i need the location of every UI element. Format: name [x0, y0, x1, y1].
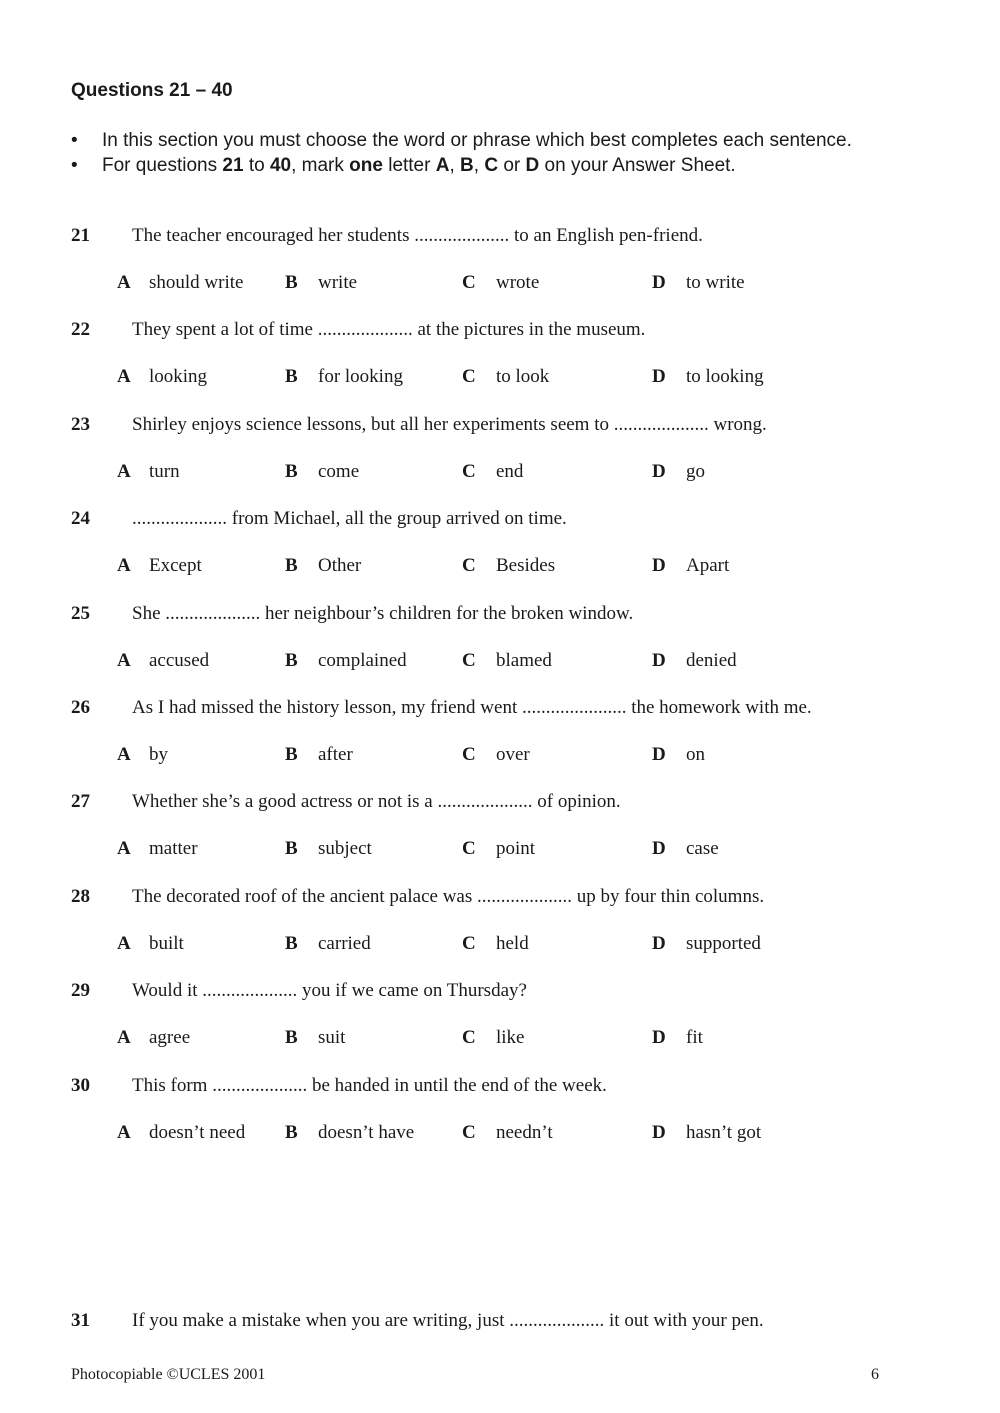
- option-letter: C: [462, 933, 476, 954]
- question-text: Whether she’s a good actress or not is a .................... of opinion.: [132, 791, 621, 812]
- option-text: doesn’t have: [318, 1122, 415, 1143]
- option-text: Apart: [686, 555, 730, 576]
- option-letter: B: [285, 272, 298, 293]
- question-number: 30: [71, 1075, 90, 1096]
- option-letter: D: [652, 1027, 666, 1048]
- question-number: 21: [71, 225, 90, 246]
- option-letter: C: [462, 650, 476, 671]
- option-text: denied: [686, 650, 737, 671]
- option-letter: D: [652, 744, 666, 765]
- option-letter: B: [285, 650, 298, 671]
- option-text: matter: [149, 838, 198, 859]
- option-text: should write: [149, 272, 244, 293]
- option-text: agree: [149, 1027, 191, 1048]
- option-letter: D: [652, 366, 666, 387]
- option-text: built: [149, 933, 184, 954]
- option-text: point: [496, 838, 536, 859]
- option-letter: C: [462, 366, 476, 387]
- question-number: 29: [71, 980, 90, 1001]
- option-text: carried: [318, 933, 371, 954]
- bullet: •: [71, 155, 78, 176]
- option-letter: D: [652, 555, 666, 576]
- option-letter: D: [652, 838, 666, 859]
- option-letter: A: [117, 933, 131, 954]
- question-number: 26: [71, 697, 90, 718]
- question-number: 27: [71, 791, 90, 812]
- option-text: hasn’t got: [686, 1122, 762, 1143]
- section-heading: Questions 21 – 40: [71, 80, 233, 101]
- option-text: doesn’t need: [149, 1122, 246, 1143]
- option-letter: A: [117, 555, 131, 576]
- option-letter: A: [117, 272, 131, 293]
- question-text: This form .................... be handed in until the end of the week.: [132, 1075, 607, 1096]
- option-letter: D: [652, 461, 666, 482]
- question-text: As I had missed the history lesson, my friend went ...................... the homework with me.: [132, 697, 812, 718]
- option-text: go: [686, 461, 705, 482]
- question-number: 24: [71, 508, 90, 529]
- option-text: needn’t: [496, 1122, 553, 1143]
- option-text: on: [686, 744, 705, 765]
- option-letter: A: [117, 650, 131, 671]
- option-text: Except: [149, 555, 202, 576]
- option-letter: A: [117, 838, 131, 859]
- option-text: Other: [318, 555, 362, 576]
- option-text: held: [496, 933, 529, 954]
- option-letter: A: [117, 1122, 131, 1143]
- option-text: for looking: [318, 366, 403, 387]
- option-letter: C: [462, 838, 476, 859]
- question-text: The decorated roof of the ancient palace was .................... up by four thin columns.: [132, 886, 765, 907]
- option-text: suit: [318, 1027, 346, 1048]
- option-letter: B: [285, 555, 298, 576]
- option-letter: A: [117, 744, 131, 765]
- option-text: like: [496, 1027, 525, 1048]
- option-text: write: [318, 272, 358, 293]
- option-text: case: [686, 838, 719, 859]
- option-letter: A: [117, 1027, 131, 1048]
- option-letter: D: [652, 650, 666, 671]
- option-text: turn: [149, 461, 180, 482]
- option-letter: D: [652, 272, 666, 293]
- option-letter: D: [652, 933, 666, 954]
- question-number: 22: [71, 319, 90, 340]
- instruction-text: In this section you must choose the word or phrase which best completes each sentence.: [102, 130, 852, 151]
- option-text: come: [318, 461, 360, 482]
- question-text: Shirley enjoys science lessons, but all her experiments seem to .................... wrong.: [132, 414, 767, 435]
- option-letter: C: [462, 1027, 476, 1048]
- option-text: over: [496, 744, 530, 765]
- option-text: subject: [318, 838, 372, 859]
- option-letter: B: [285, 461, 298, 482]
- question-text: They spent a lot of time .................... at the pictures in the museum.: [132, 319, 646, 340]
- question-number: 31: [71, 1310, 90, 1331]
- option-text: after: [318, 744, 353, 765]
- option-letter: C: [462, 555, 476, 576]
- question-text: Would it .................... you if we came on Thursday?: [132, 980, 527, 1001]
- option-letter: B: [285, 744, 298, 765]
- option-letter: A: [117, 366, 131, 387]
- option-letter: B: [285, 838, 298, 859]
- option-text: accused: [149, 650, 210, 671]
- question-text: If you make a mistake when you are writing, just .................... it out with your pen.: [132, 1310, 764, 1331]
- option-text: supported: [686, 933, 761, 954]
- option-letter: C: [462, 744, 476, 765]
- option-letter: D: [652, 1122, 666, 1143]
- option-text: to look: [496, 366, 550, 387]
- option-letter: B: [285, 366, 298, 387]
- page-number: 6: [871, 1366, 879, 1383]
- option-text: looking: [149, 366, 208, 387]
- bullet: •: [71, 130, 78, 151]
- option-text: by: [149, 744, 168, 765]
- option-letter: B: [285, 1027, 298, 1048]
- question-number: 25: [71, 603, 90, 624]
- question-text: She .................... her neighbour’s children for the broken window.: [132, 603, 634, 624]
- instruction-text: For questions 21 to 40, mark one letter A, B, C or D on your Answer Sheet.: [102, 155, 736, 176]
- option-letter: B: [285, 933, 298, 954]
- option-text: fit: [686, 1027, 703, 1048]
- option-letter: C: [462, 461, 476, 482]
- option-letter: A: [117, 461, 131, 482]
- question-number: 23: [71, 414, 90, 435]
- option-letter: C: [462, 272, 476, 293]
- option-text: end: [496, 461, 524, 482]
- copyright-footer: Photocopiable ©UCLES 2001: [71, 1366, 266, 1383]
- question-number: 28: [71, 886, 90, 907]
- question-text: The teacher encouraged her students .................... to an English pen-friend.: [132, 225, 703, 246]
- option-letter: C: [462, 1122, 476, 1143]
- option-text: Besides: [496, 555, 556, 576]
- option-text: wrote: [496, 272, 540, 293]
- question-text: .................... from Michael, all the group arrived on time.: [132, 508, 567, 529]
- option-text: complained: [318, 650, 407, 671]
- option-letter: B: [285, 1122, 298, 1143]
- option-text: blamed: [496, 650, 552, 671]
- option-text: to write: [686, 272, 745, 293]
- option-text: to looking: [686, 366, 764, 387]
